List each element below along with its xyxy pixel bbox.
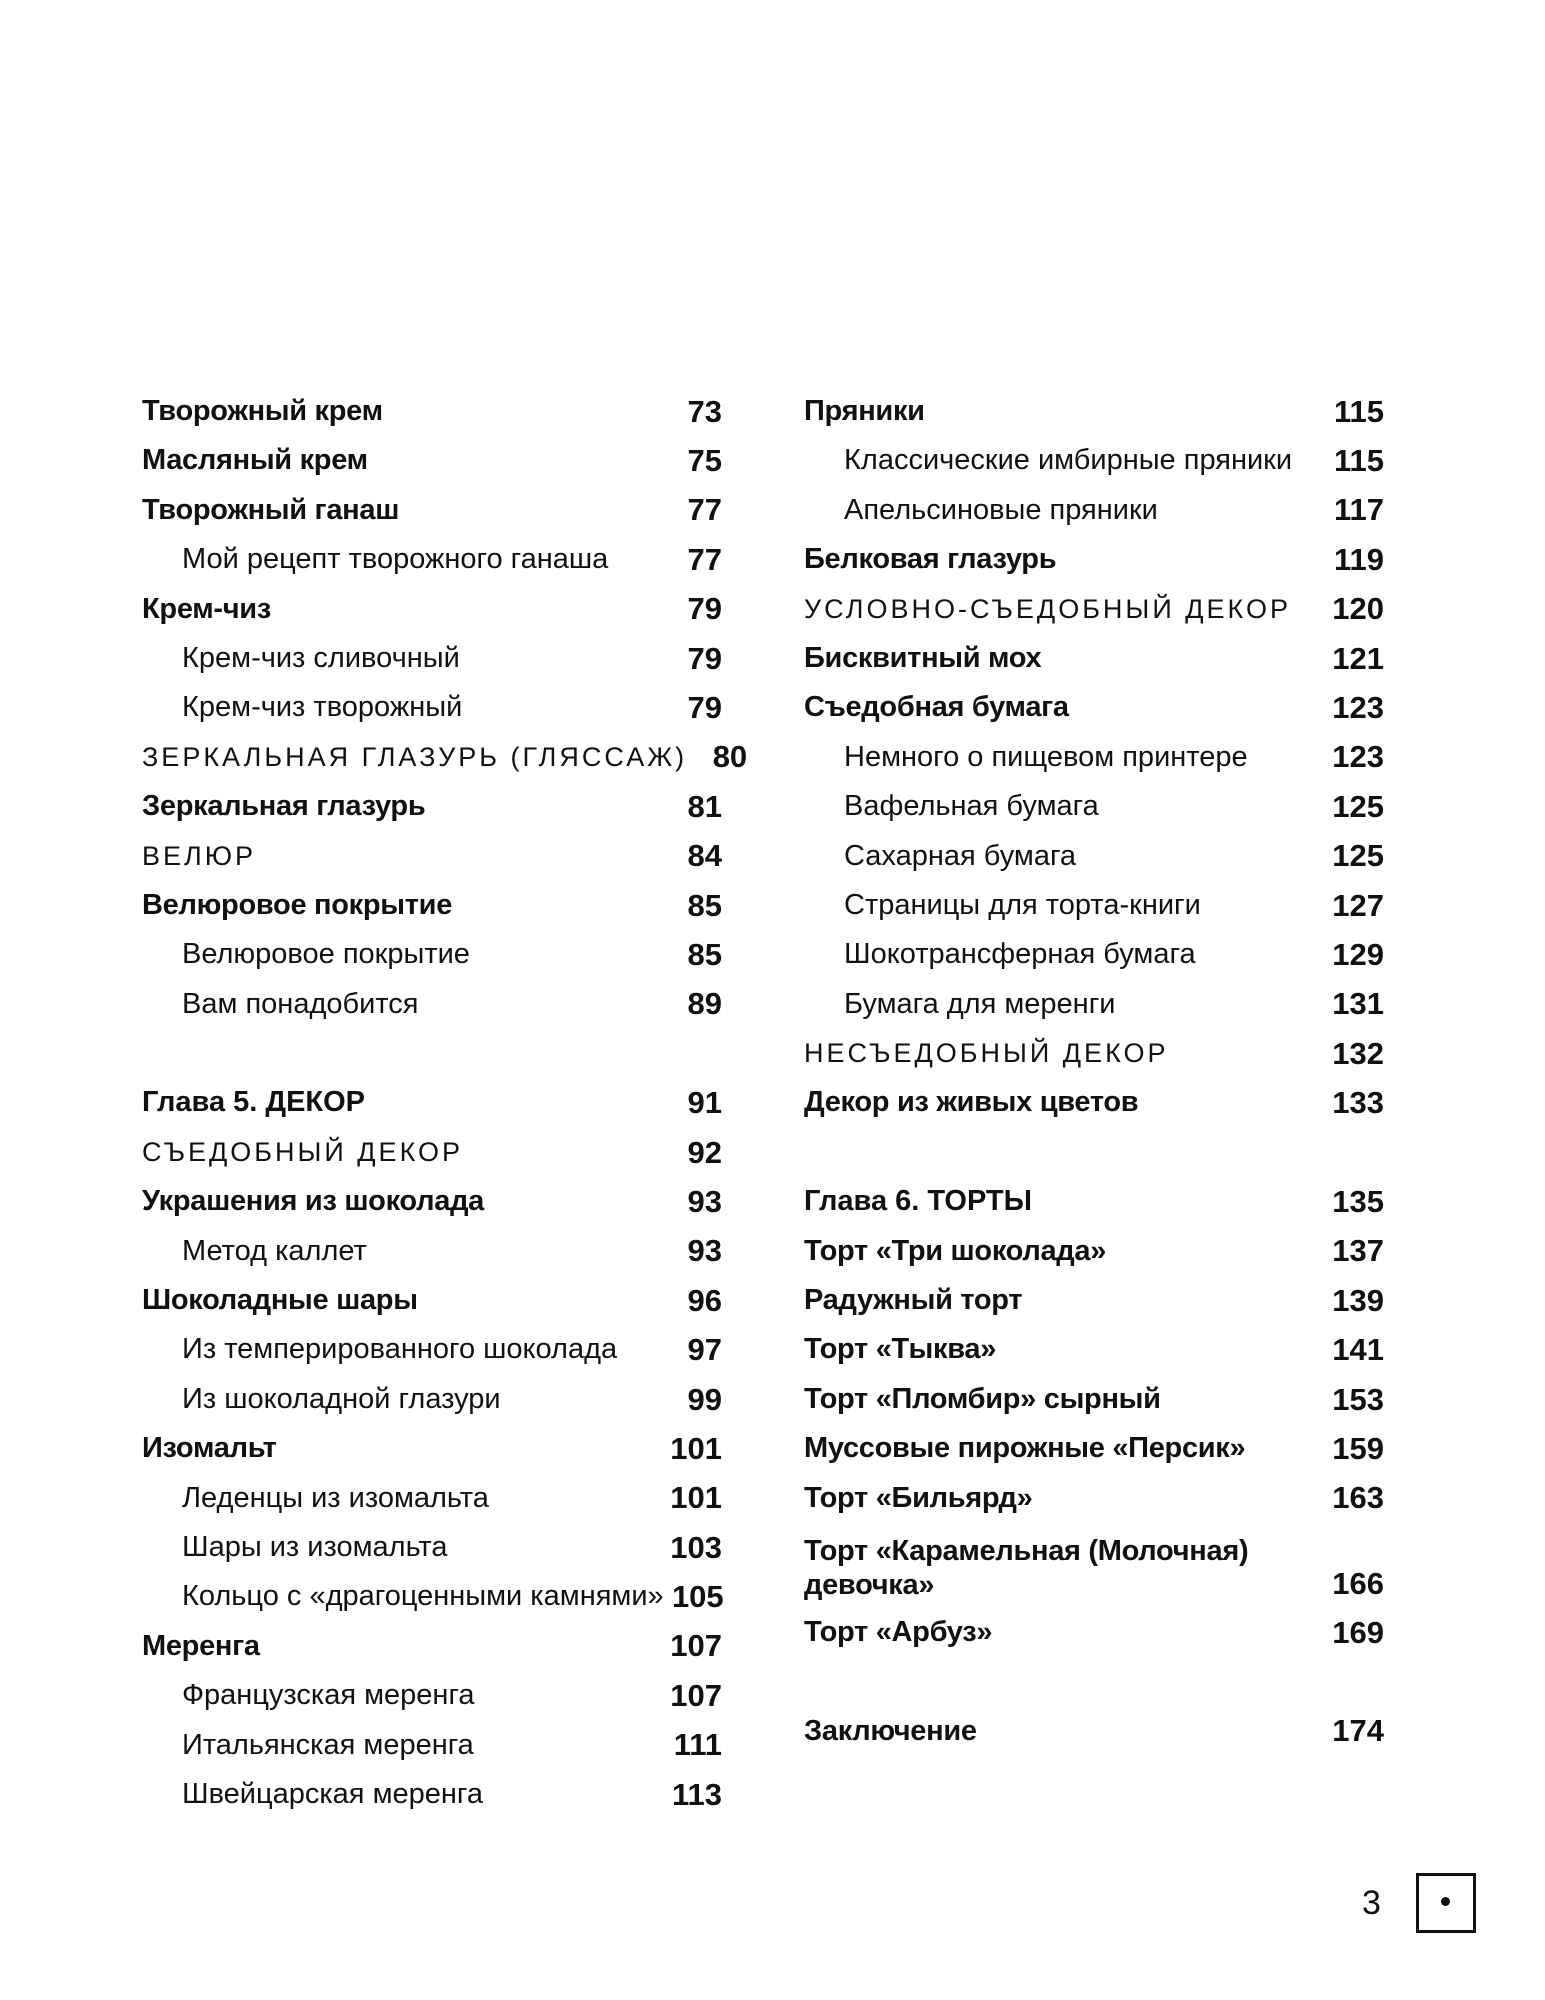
toc-entry-page: 79 (687, 640, 722, 676)
toc-entry-title: Торт «Тыква» (804, 1333, 997, 1366)
toc-entry-title: Изомальт (142, 1432, 277, 1465)
toc-entry-page: 79 (687, 591, 722, 627)
toc-entry[interactable] (142, 486, 722, 535)
toc-entry-page: 133 (1332, 1085, 1384, 1121)
toc-entry-page: 85 (687, 936, 722, 972)
toc-entry-page: 141 (1332, 1332, 1384, 1368)
toc-entry[interactable] (142, 1474, 722, 1523)
toc-entry-title: Кольцо с «драгоценными камнями» (182, 1580, 664, 1613)
toc-entry-page: 129 (1332, 936, 1384, 972)
toc-entry[interactable] (804, 1029, 1384, 1078)
toc-entry-title: Швейцарская меренга (182, 1777, 483, 1810)
toc-entry-page: 169 (1332, 1614, 1384, 1650)
toc-entry-title: Меренга (142, 1629, 260, 1662)
toc-entry[interactable] (804, 1177, 1384, 1226)
toc-entry-page: 127 (1332, 887, 1384, 923)
toc-entry-title: Сахарная бумага (844, 839, 1077, 872)
toc-entry-page: 89 (687, 986, 722, 1022)
toc-entry-title: Съедобная бумага (804, 691, 1069, 724)
toc-entry-page: 107 (670, 1677, 722, 1713)
toc-entry-page: 81 (687, 788, 722, 824)
toc-entry-page: 117 (1333, 492, 1384, 528)
toc-entry[interactable] (142, 1770, 722, 1819)
toc-entry-page: 93 (687, 1183, 722, 1219)
toc-entry[interactable] (142, 387, 722, 436)
toc-entry[interactable] (804, 683, 1384, 732)
toc-spacer (804, 1128, 1384, 1177)
toc-entry[interactable] (142, 980, 722, 1029)
toc-entry-title: ВЕЛЮР (142, 840, 257, 871)
toc-entry-title: Торт «Пломбир» сырный (804, 1382, 1161, 1415)
toc-entry-title: Масляный крем (142, 444, 368, 477)
toc-entry-page: 101 (670, 1430, 722, 1466)
toc-entry-page: 125 (1332, 788, 1384, 824)
toc-entry-page: 91 (687, 1085, 722, 1121)
toc-entry[interactable] (142, 1375, 722, 1424)
toc-left-column (142, 387, 748, 1819)
toc-entry-title: Творожный крем (142, 395, 383, 428)
toc-entry-page: 92 (687, 1134, 722, 1170)
toc-entry-page: 97 (687, 1332, 722, 1368)
toc-entry[interactable] (142, 634, 722, 683)
toc-entry-title: Немного о пищевом принтере (844, 740, 1248, 773)
toc-entry[interactable] (142, 1227, 722, 1276)
toc-entry-title: Крем-чиз творожный (182, 691, 463, 724)
toc-entry-page: 135 (1332, 1183, 1384, 1219)
toc-entry-page: 121 (1332, 640, 1384, 676)
toc-entry[interactable] (142, 930, 722, 979)
toc-entry-page: 166 (1332, 1565, 1384, 1601)
toc-entry-page: 132 (1332, 1035, 1384, 1071)
toc-entry[interactable] (804, 1276, 1384, 1325)
toc-entry-title: Торт «Бильярд» (804, 1481, 1033, 1514)
toc-entry[interactable] (142, 1721, 722, 1770)
toc-entry-title: Классические имбирные пряники (844, 444, 1293, 477)
toc-entry-page: 85 (687, 887, 722, 923)
toc-entry[interactable] (804, 634, 1384, 683)
toc-entry-page: 105 (671, 1579, 724, 1615)
toc-entry-title: Заключение (804, 1714, 977, 1747)
toc-entry-title: Из темперированного шоколада (182, 1333, 618, 1366)
toc-entry-page: 77 (687, 492, 722, 528)
toc-entry-page: 99 (687, 1381, 722, 1417)
folio-dot-icon (1441, 1897, 1450, 1906)
toc-entry[interactable] (142, 1177, 722, 1226)
toc-entry[interactable] (142, 782, 722, 831)
toc-entry-title: Украшения из шоколада (142, 1185, 485, 1218)
toc-entry-title: Белковая глазурь (804, 543, 1057, 576)
toc-entry[interactable] (804, 1474, 1384, 1523)
toc-entry-title: Радужный торт (804, 1284, 1023, 1317)
toc-entry[interactable] (804, 1707, 1384, 1756)
toc-entry[interactable] (804, 1375, 1384, 1424)
toc-entry-title: Мой рецепт творожного ганаша (182, 543, 609, 576)
toc-entry-page: 80 (712, 739, 748, 775)
toc-entry[interactable] (804, 1325, 1384, 1374)
toc-entry[interactable] (142, 832, 722, 881)
toc-entry[interactable] (804, 881, 1384, 930)
toc-entry-title: Глава 5. ДЕКОР (142, 1086, 366, 1119)
toc-entry-page: 77 (687, 541, 722, 577)
toc-entry[interactable] (804, 980, 1384, 1029)
toc-entry-title: Шары из изомальта (182, 1531, 448, 1563)
toc-entry[interactable] (142, 535, 722, 584)
toc-spacer (804, 1657, 1384, 1706)
toc-entry-title: Крем-чиз сливочный (182, 641, 460, 674)
toc-entry[interactable] (142, 1523, 722, 1572)
toc-entry-page: 131 (1332, 986, 1384, 1022)
toc-entry[interactable] (804, 535, 1384, 584)
toc-entry-page: 120 (1332, 591, 1384, 627)
toc-entry[interactable] (804, 1523, 1384, 1608)
toc-entry-page: 174 (1332, 1713, 1384, 1749)
toc-entry-page: 119 (1333, 541, 1384, 577)
toc-entry[interactable] (804, 1227, 1384, 1276)
toc-entry-title: Из шоколадной глазури (182, 1382, 501, 1415)
toc-entry[interactable] (804, 930, 1384, 979)
toc-entry-title: НЕСЪЕДОБНЫЙ ДЕКОР (804, 1038, 1169, 1069)
toc-entry-page: 137 (1332, 1233, 1384, 1269)
toc-entry-page: 139 (1332, 1282, 1384, 1318)
toc-entry-page: 115 (1333, 393, 1384, 429)
toc-entry[interactable] (804, 486, 1384, 535)
toc-entry-title: Леденцы из изомальта (182, 1481, 489, 1514)
toc-entry[interactable] (142, 1622, 722, 1671)
toc-entry[interactable] (804, 733, 1384, 782)
toc-entry-title: Вам понадобится (182, 987, 419, 1020)
toc-entry-title: Зеркальная глазурь (142, 790, 426, 823)
toc-entry[interactable] (804, 436, 1384, 485)
toc-entry-title: Вафельная бумага (844, 790, 1099, 823)
toc-entry-title: УСЛОВНО-СЪЕДОБНЫЙ ДЕКОР (804, 593, 1291, 624)
toc-entry-page: 107 (670, 1628, 722, 1664)
toc-entry[interactable] (804, 387, 1384, 436)
toc-entry[interactable] (142, 436, 722, 485)
toc-entry-title: Апельсиновые пряники (844, 493, 1158, 526)
toc-entry[interactable] (142, 1276, 722, 1325)
toc-entry[interactable] (804, 832, 1384, 881)
toc-entry-title: Страницы для торта-книги (844, 888, 1201, 921)
toc-entry[interactable] (804, 1424, 1384, 1473)
toc-entry-title: Метод каллет (182, 1234, 367, 1267)
toc-entry-title: Бисквитный мох (804, 641, 1042, 674)
toc-entry-page: 101 (670, 1480, 722, 1516)
toc-spacer (142, 1029, 722, 1078)
toc-entry-title: Глава 6. ТОРТЫ (804, 1185, 1033, 1218)
toc-entry-page: 84 (687, 838, 722, 874)
toc-entry[interactable] (142, 881, 722, 930)
toc-entry-page: 113 (671, 1776, 722, 1812)
toc-entry-page: 111 (673, 1727, 722, 1763)
toc-entry-page: 75 (687, 443, 722, 479)
toc-entry-page: 123 (1332, 690, 1384, 726)
toc-entry[interactable] (142, 1424, 722, 1473)
toc-entry-page: 159 (1332, 1430, 1384, 1466)
toc-entry-page: 163 (1332, 1480, 1384, 1516)
toc-entry-title: Велюровое покрытие (182, 938, 470, 971)
folio-box-icon (1416, 1873, 1476, 1933)
toc-entry-title: Муссовые пирожные «Персик» (804, 1432, 1246, 1465)
toc-entry-title: Торт «Три шоколада» (804, 1234, 1107, 1267)
toc-entry[interactable] (142, 1671, 722, 1720)
toc-entry-title: Творожный ганаш (142, 493, 400, 526)
toc-entry[interactable] (804, 1608, 1384, 1657)
toc-entry-page: 79 (687, 690, 722, 726)
toc-entry[interactable] (142, 585, 722, 634)
toc-entry-page: 73 (687, 393, 722, 429)
toc-entry-title: ЗЕРКАЛЬНАЯ ГЛАЗУРЬ (ГЛЯССАЖ) (142, 741, 688, 772)
toc-entry-title: Торт «Арбуз» (804, 1616, 993, 1648)
toc-entry-title: Шокотрансферная бумага (844, 938, 1196, 971)
toc-entry-title: Торт «Карамельная (Молочная) девочка» (804, 1535, 1249, 1601)
toc-entry-page: 93 (687, 1233, 722, 1269)
toc-entry-page: 153 (1332, 1381, 1384, 1417)
toc-entry[interactable] (142, 1128, 722, 1177)
toc-entry-page: 123 (1332, 739, 1384, 775)
toc-entry[interactable] (142, 683, 722, 732)
toc-right-column (804, 387, 1384, 1756)
toc-entry[interactable] (142, 1325, 722, 1374)
toc-entry[interactable] (142, 1572, 722, 1621)
toc-entry-page: 115 (1333, 443, 1384, 479)
toc-entry-title: Декор из живых цветов (804, 1086, 1139, 1119)
toc-entry-page: 96 (687, 1282, 722, 1318)
toc-entry-title: СЪЕДОБНЫЙ ДЕКОР (142, 1137, 463, 1168)
toc-entry-title: Шоколадные шары (142, 1284, 418, 1317)
toc-entry-title: Бумага для меренги (844, 987, 1116, 1020)
toc-entry-title: Велюровое покрытие (142, 888, 453, 921)
toc-entry[interactable] (804, 1078, 1384, 1127)
toc-entry[interactable] (804, 585, 1384, 634)
toc-entry[interactable] (142, 733, 748, 782)
toc-entry-title: Крем-чиз (142, 592, 271, 625)
toc-entry[interactable] (142, 1078, 722, 1127)
toc-entry-title: Итальянская меренга (182, 1728, 474, 1761)
toc-entry-page: 103 (670, 1529, 722, 1565)
toc-entry[interactable] (804, 782, 1384, 831)
toc-entry-title: Французская меренга (182, 1679, 475, 1712)
toc-entry-title: Пряники (804, 395, 925, 428)
page-number: 3 (1362, 1884, 1381, 1922)
toc-entry-page: 125 (1332, 838, 1384, 874)
